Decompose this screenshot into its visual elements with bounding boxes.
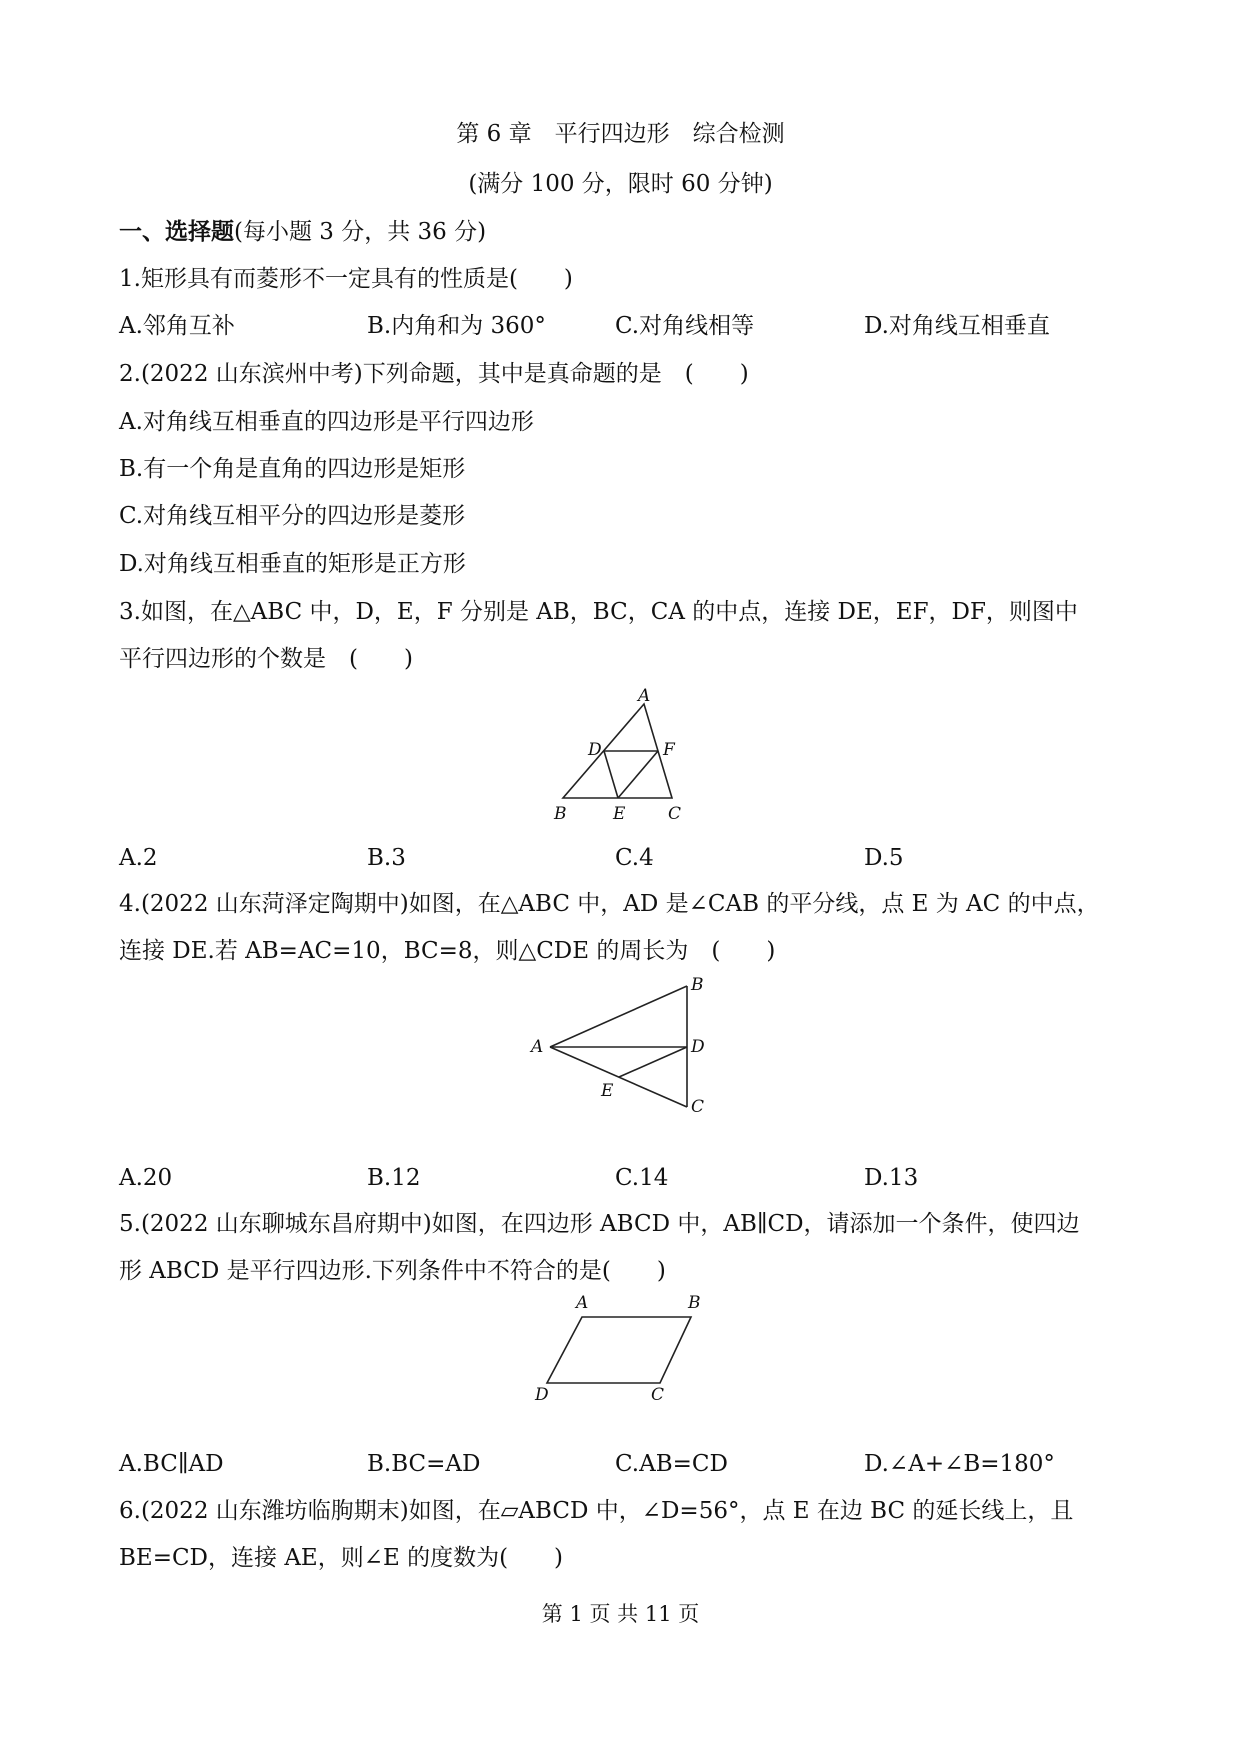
- page-number: 第 1 页 共 11 页: [541, 1602, 700, 1626]
- question-4-option-a: A.20: [119, 1165, 173, 1191]
- question-2-stem: 2.(2022 山东滨州中考)下列命题，其中是真命题的是 ( ): [119, 361, 749, 387]
- question-4-option-d: D.13: [864, 1165, 919, 1191]
- question-5-option-c: C.AB=CD: [615, 1451, 728, 1477]
- question-1-stem: 1.矩形具有而菱形不一定具有的性质是( ): [119, 266, 573, 292]
- question-4-stem-line-1: 4.(2022 山东菏泽定陶期中)如图，在△ABC 中，AD 是∠CAB 的平分线，点 E 为 AC 的中点，: [119, 891, 1100, 917]
- label-a: A: [638, 686, 651, 706]
- question-1-option-c: C.对角线相等: [615, 313, 755, 339]
- page-title: 第 6 章 平行四边形 综合检测: [456, 121, 785, 147]
- label-b: B: [691, 975, 704, 995]
- question-5-option-b: B.BC=AD: [367, 1451, 481, 1477]
- segment-ef: [618, 751, 658, 798]
- question-5-option-d: D.∠A+∠B=180°: [864, 1451, 1055, 1477]
- question-5-stem-line-1: 5.(2022 山东聊城东昌府期中)如图，在四边形 ABCD 中，AB∥CD，请添加一个条件，使四边: [119, 1211, 1080, 1237]
- question-3-option-d: D.5: [864, 845, 904, 871]
- label-a: A: [576, 1293, 589, 1313]
- label-d: D: [588, 740, 602, 760]
- question-3-option-c: C.4: [615, 845, 654, 871]
- question-2-option-d: D.对角线互相垂直的矩形是正方形: [119, 551, 466, 577]
- label-d: D: [691, 1037, 705, 1057]
- question-3-option-a: A.2: [119, 845, 158, 871]
- label-d: D: [535, 1385, 549, 1405]
- question-4-stem-line-2: 连接 DE.若 AB=AC=10，BC=8，则△CDE 的周长为 ( ): [119, 938, 776, 964]
- label-e: E: [613, 804, 626, 824]
- segment-de: [619, 1047, 687, 1077]
- section-heading-label: 一、选择题: [119, 218, 234, 245]
- question-2-option-b: B.有一个角是直角的四边形是矩形: [119, 456, 466, 482]
- question-5-stem-line-2: 形 ABCD 是平行四边形.下列条件中不符合的是( ): [119, 1258, 666, 1284]
- segment-de: [604, 751, 618, 798]
- label-b: B: [554, 804, 567, 824]
- label-a: A: [531, 1037, 544, 1057]
- section-heading: [119, 220, 486, 244]
- question-2-option-a: A.对角线互相垂直的四边形是平行四边形: [119, 409, 534, 435]
- segment-ab: [550, 986, 687, 1047]
- quadrilateral-abcd: [547, 1317, 691, 1383]
- question-4-option-b: B.12: [367, 1165, 421, 1191]
- label-b: B: [688, 1293, 701, 1313]
- question-3-option-b: B.3: [367, 845, 406, 871]
- question-3-stem-line-1: 3.如图，在△ABC 中，D，E，F 分别是 AB，BC，CA 的中点，连接 DE，EF，DF，则图中: [119, 599, 1078, 625]
- label-c: C: [668, 804, 682, 824]
- label-f: F: [663, 740, 675, 760]
- question-5-figure: [525, 1290, 705, 1410]
- question-1-option-a: A.邻角互补: [119, 313, 235, 339]
- page-subtitle: (满分 100 分，限时 60 分钟): [468, 171, 773, 197]
- question-6-stem-line-1: 6.(2022 山东潍坊临朐期末)如图，在▱ABCD 中，∠D=56°，点 E 在边 BC 的延长线上，且: [119, 1498, 1074, 1524]
- question-4-figure: [525, 970, 725, 1120]
- label-c: C: [651, 1385, 665, 1405]
- question-6-stem-line-2: BE=CD，连接 AE，则∠E 的度数为( ): [119, 1545, 564, 1571]
- section-heading-note: (每小题 3 分，共 36 分): [234, 219, 487, 245]
- question-3-stem-line-2: 平行四边形的个数是 ( ): [119, 646, 413, 672]
- label-e: E: [601, 1081, 614, 1101]
- question-5-option-a: A.BC∥AD: [119, 1451, 224, 1477]
- question-4-option-c: C.14: [615, 1165, 669, 1191]
- question-3-figure: [540, 685, 690, 825]
- question-1-option-b: B.内角和为 360°: [367, 313, 546, 339]
- label-c: C: [691, 1097, 705, 1117]
- question-2-option-c: C.对角线互相平分的四边形是菱形: [119, 503, 466, 529]
- question-1-option-d: D.对角线互相垂直: [864, 313, 1050, 339]
